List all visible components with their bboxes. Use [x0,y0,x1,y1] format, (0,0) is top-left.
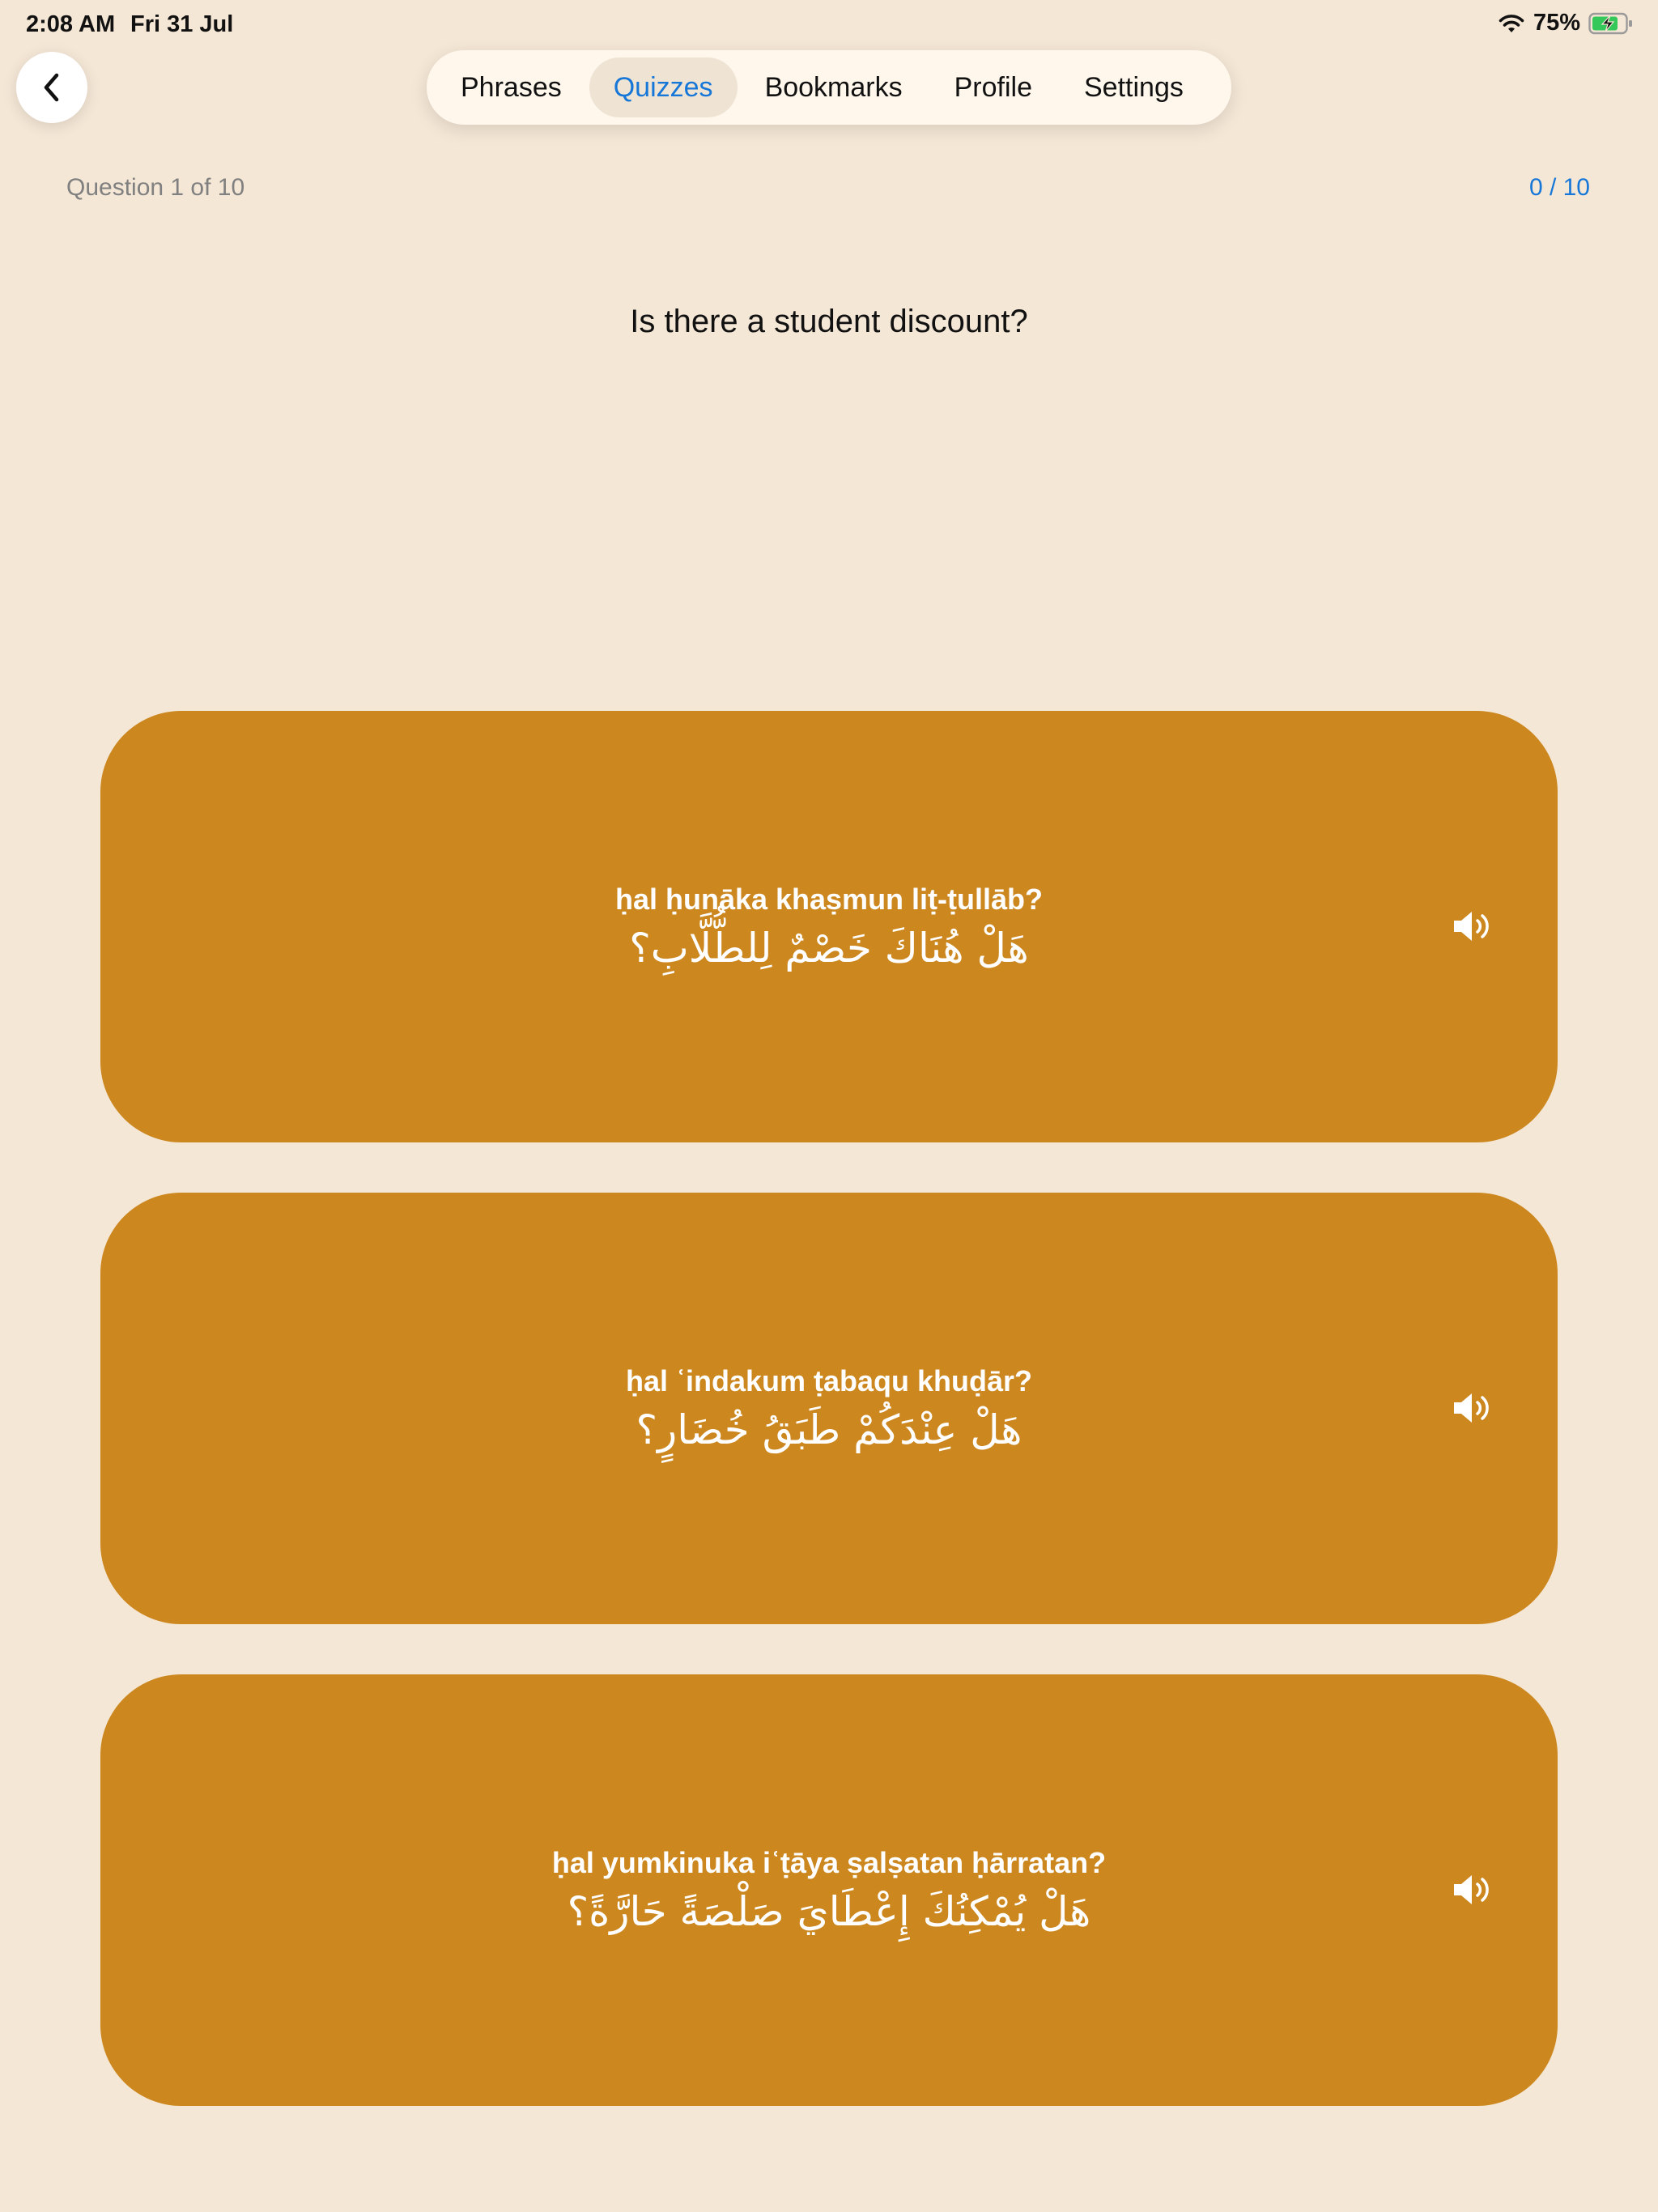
answer-transliteration: ḥal yumkinuka iʿṭāya ṣalṣatan ḥārratan? [551,1845,1107,1879]
chevron-left-icon [40,71,64,104]
status-time: 2:08 AM [26,11,116,37]
answer-option-2[interactable] [100,1193,1558,1624]
answer-arabic: هَلْ عِنْدَكُمْ طَبَقُ خُضَارٍ؟ [636,1406,1022,1453]
tab-quizzes[interactable]: Quizzes [589,57,738,117]
answer-transliteration: ḥal ʿindakum ṭabaqu khuḍār? [625,1363,1033,1397]
answer-text [100,1674,1558,2106]
tab-profile[interactable]: Profile [954,71,1032,103]
battery-charging-icon [1588,12,1634,35]
battery-percent: 75% [1533,10,1580,36]
question-counter: Question 1 of 10 [66,174,245,201]
answer-transliteration: ḥal ḥunāka khaṣmun liṭ-ṭullāb? [614,882,1044,916]
back-button[interactable] [16,52,87,123]
speaker-icon[interactable] [1451,905,1493,947]
wifi-icon [1498,13,1525,34]
status-date: Fri 31 Jul [130,11,234,37]
answer-option-3[interactable] [100,1674,1558,2106]
question-text: Is there a student discount? [630,304,1028,339]
status-bar [0,0,1658,49]
speaker-icon[interactable] [1451,1387,1493,1429]
score: 0 / 10 [1528,174,1590,201]
answer-text [100,711,1558,1142]
tab-bookmarks[interactable]: Bookmarks [764,71,903,103]
tab-bar [427,50,1231,125]
answer-arabic: هَلْ هُنَاكَ خَصْمٌ لِلطُّلَّابِ؟ [629,924,1029,972]
answer-text [100,1193,1558,1624]
answer-arabic: هَلْ يُمْكِنُكَ إِعْطَايَ صَلْصَةً حَارَّةً؟ [567,1887,1091,1935]
speaker-icon[interactable] [1451,1869,1493,1911]
answer-option-1[interactable] [100,711,1558,1142]
status-indicators [1498,10,1634,36]
tab-phrases[interactable]: Phrases [461,71,562,103]
tab-settings[interactable]: Settings [1084,71,1184,103]
